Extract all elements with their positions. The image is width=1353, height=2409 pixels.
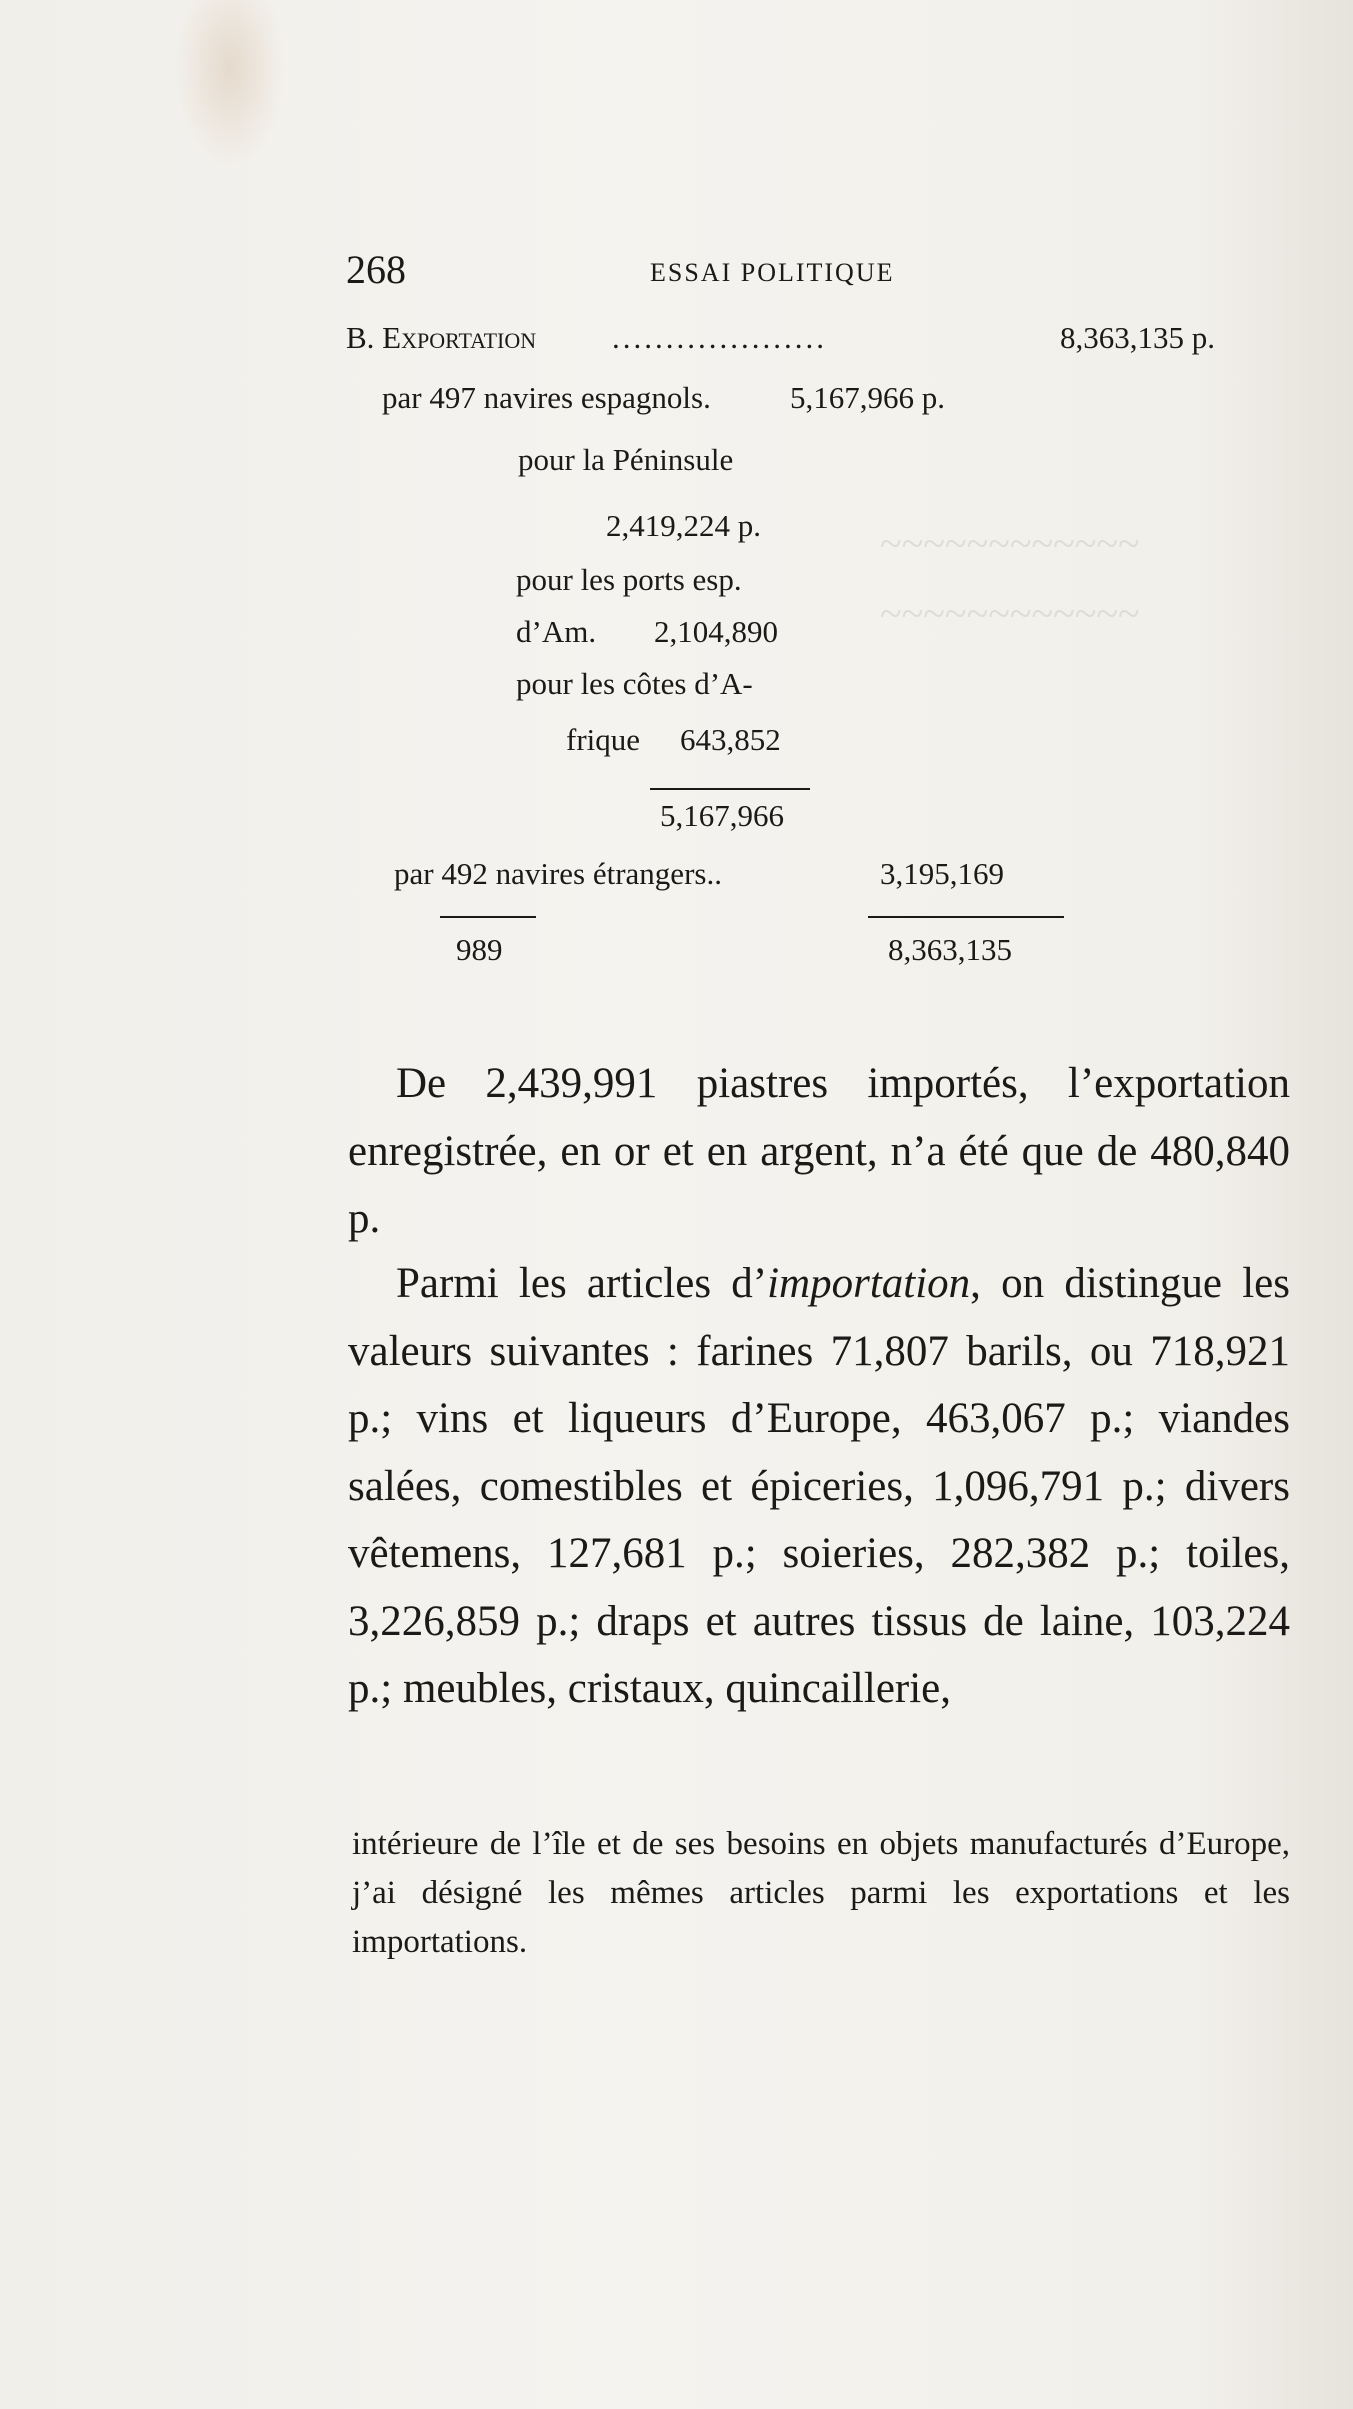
paragraph-imports-italic: importation (767, 1260, 971, 1307)
export-heading-total: 8,363,135 p. (1060, 320, 1215, 355)
bleed-through: ~~~~~~~~~~~~ (880, 591, 1140, 636)
paragraph-exports: De 2,439,991 piastres importés, l’exportation enregistrée, en or et en argent, n’a été que de 480,840 p. (348, 1060, 1290, 1242)
foreign-ships-value: 3,195,169 (880, 856, 1004, 891)
peninsula-label: pour la Péninsule (518, 442, 734, 477)
peninsula-value: 2,419,224 p. (606, 508, 761, 543)
spanish-ports-label-2: d’Am. (516, 614, 597, 649)
export-heading-label: B. Exportation (346, 320, 537, 355)
africa-label-1: pour les côtes d’A- (516, 666, 753, 701)
paragraph-imports-after: , on distingue les valeurs suivantes : farines 71,807 barils, ou 718,921 p.; vins et liqueurs d’Europe, 463,067 p.; viandes salées, comestibles et épiceries, 1,096,791 p.; divers vêtemens, 127,681 p.; soieries, 282,382 p.; toiles, 3,226,859 p.; draps et autres tissus de laine, 103,224 p.; meubles, cristaux, quincaillerie, (348, 1260, 1290, 1712)
page-stain (175, 0, 285, 170)
grand-total-rule (868, 916, 1064, 918)
subtotal-value: 5,167,966 (660, 798, 784, 833)
page-number: 268 (346, 247, 406, 292)
africa-value: 643,852 (680, 722, 781, 757)
spanish-ports-label-1: pour les ports esp. (516, 562, 742, 597)
export-heading-leader: .................... (612, 320, 827, 355)
foreign-ships-line: par 492 navires étrangers.. (394, 856, 722, 891)
subtotal-rule (650, 788, 810, 790)
paragraph-imports (348, 1250, 1290, 1723)
spanish-ports-value: 2,104,890 (654, 614, 778, 649)
spanish-ships-line: par 497 navires espagnols. (382, 380, 711, 415)
paragraph-imports-before: Parmi les articles d’ (396, 1260, 768, 1307)
ships-total-rule (440, 916, 536, 918)
africa-label-2: frique (566, 722, 641, 757)
bleed-through: ~~~~~~~~~~~~ (880, 521, 1140, 566)
spanish-ships-value: 5,167,966 p. (790, 380, 945, 415)
ships-total: 989 (456, 932, 503, 967)
grand-total: 8,363,135 (888, 932, 1012, 967)
running-title: ESSAI POLITIQUE (650, 258, 895, 287)
footnote: intérieure de l’île et de ses besoins en objets manufacturés d’Europe, j’ai désigné les mêmes articles parmi les exportations et les importations. (352, 1826, 1290, 1960)
